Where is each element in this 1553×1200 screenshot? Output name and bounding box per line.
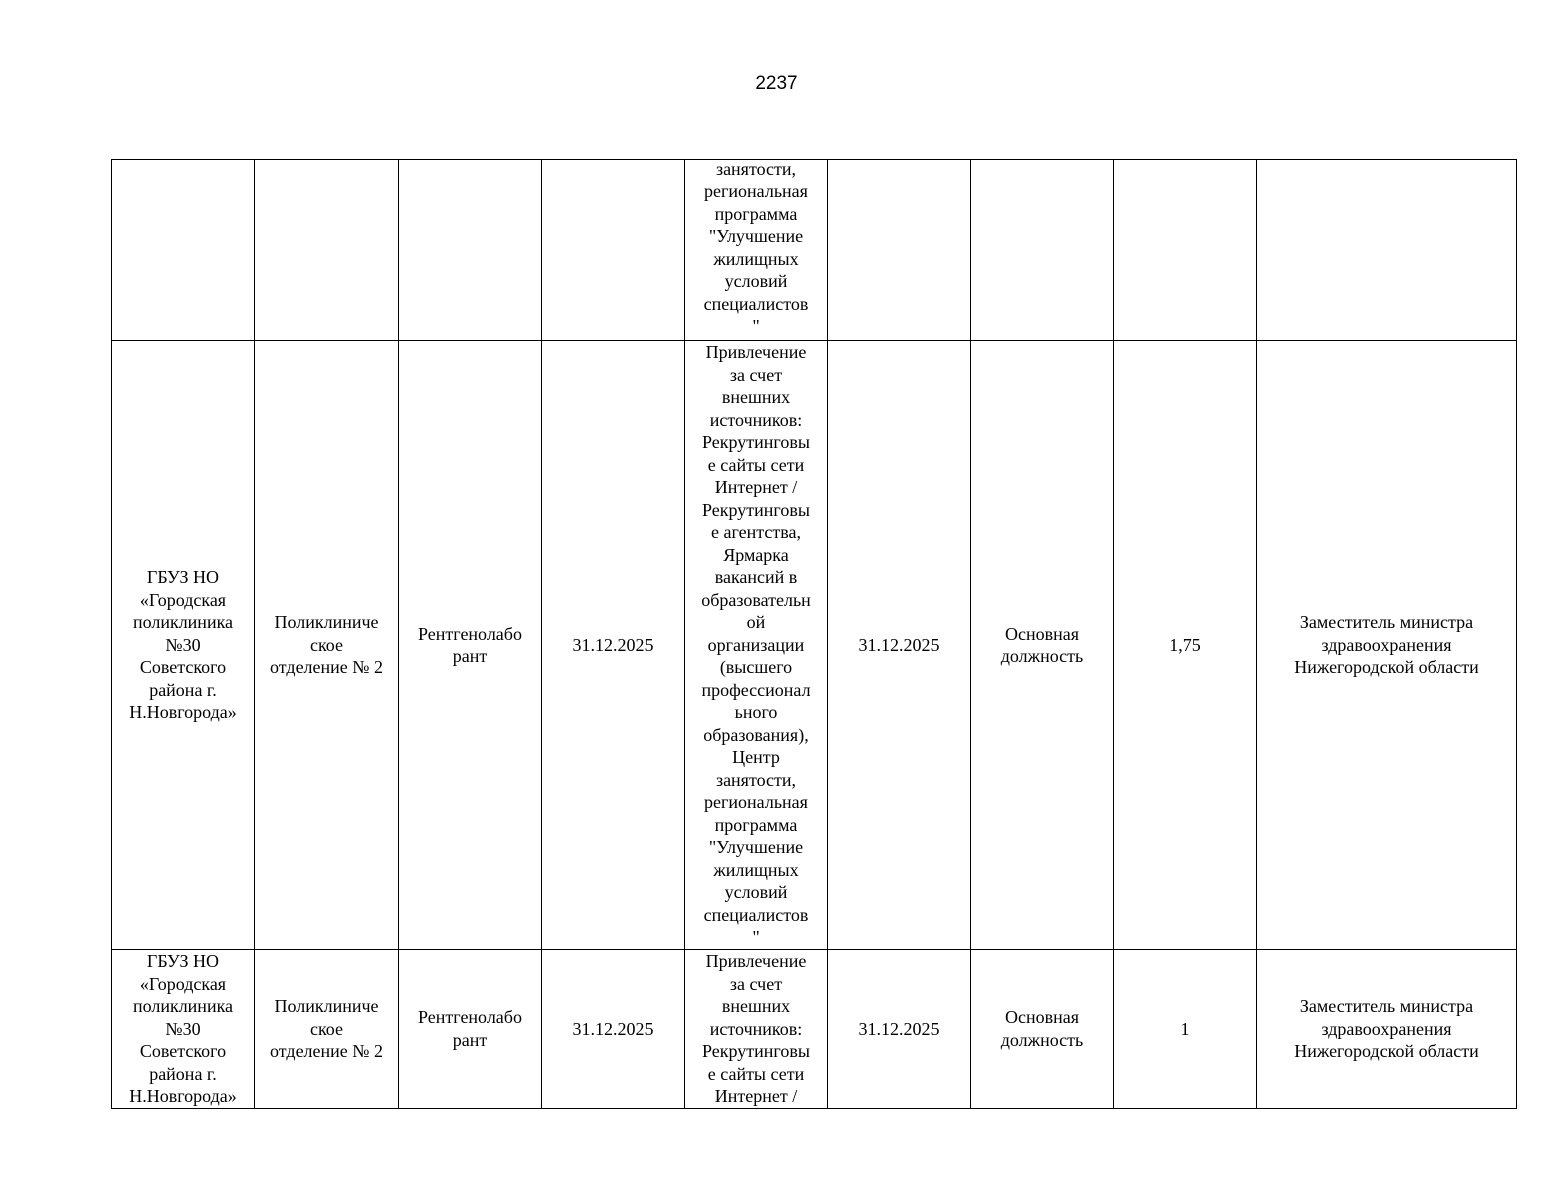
- rate-cell: 1: [1114, 950, 1257, 1109]
- date-cell: 31.12.2025: [542, 950, 685, 1109]
- date-cell: 31.12.2025: [828, 341, 971, 950]
- source-cell: Привлечение за счет внешних источников: Рекрутинговы е сайты сети Интернет / Рекрутинговы е агентства, Ярмарка вакансий в образовательн ой организации (высшего профессионал ьного образования), Центр занятости, региональная программа "Улучшение жилищных условий специалистов ": [685, 341, 828, 950]
- organization-cell: ГБУЗ НО «Городская поликлиника №30 Советского района г. Н.Новгорода»: [112, 341, 255, 950]
- responsible-cell: Заместитель министра здравоохранения Нижегородской области: [1257, 950, 1517, 1109]
- department-cell: Поликлиниче ское отделение № 2: [255, 950, 399, 1109]
- department-cell: Поликлиниче ское отделение № 2: [255, 341, 399, 950]
- organization-cell: ГБУЗ НО «Городская поликлиника №30 Советского района г. Н.Новгорода»: [112, 950, 255, 1109]
- rate-cell: [1114, 160, 1257, 341]
- table-row: [112, 950, 1517, 1109]
- position-type-cell: Основная должность: [971, 341, 1114, 950]
- source-cell: занятости, региональная программа "Улучшение жилищных условий специалистов ": [685, 160, 828, 341]
- organization-cell: [112, 160, 255, 341]
- date-cell: [828, 160, 971, 341]
- vacancy-table: [111, 159, 1517, 1109]
- rate-cell: 1,75: [1114, 341, 1257, 950]
- department-cell: [255, 160, 399, 341]
- responsible-cell: Заместитель министра здравоохранения Нижегородской области: [1257, 341, 1517, 950]
- position-cell: [399, 160, 542, 341]
- date-cell: 31.12.2025: [542, 341, 685, 950]
- position-cell: Рентгенолабо рант: [399, 341, 542, 950]
- date-cell: 31.12.2025: [828, 950, 971, 1109]
- date-cell: [542, 160, 685, 341]
- responsible-cell: [1257, 160, 1517, 341]
- position-cell: Рентгенолабо рант: [399, 950, 542, 1109]
- position-type-cell: Основная должность: [971, 950, 1114, 1109]
- table-row: [112, 160, 1517, 341]
- page-number: 2237: [755, 73, 798, 94]
- source-cell: Привлечение за счет внешних источников: Рекрутинговы е сайты сети Интернет /: [685, 950, 828, 1109]
- table-row: [112, 341, 1517, 950]
- position-type-cell: [971, 160, 1114, 341]
